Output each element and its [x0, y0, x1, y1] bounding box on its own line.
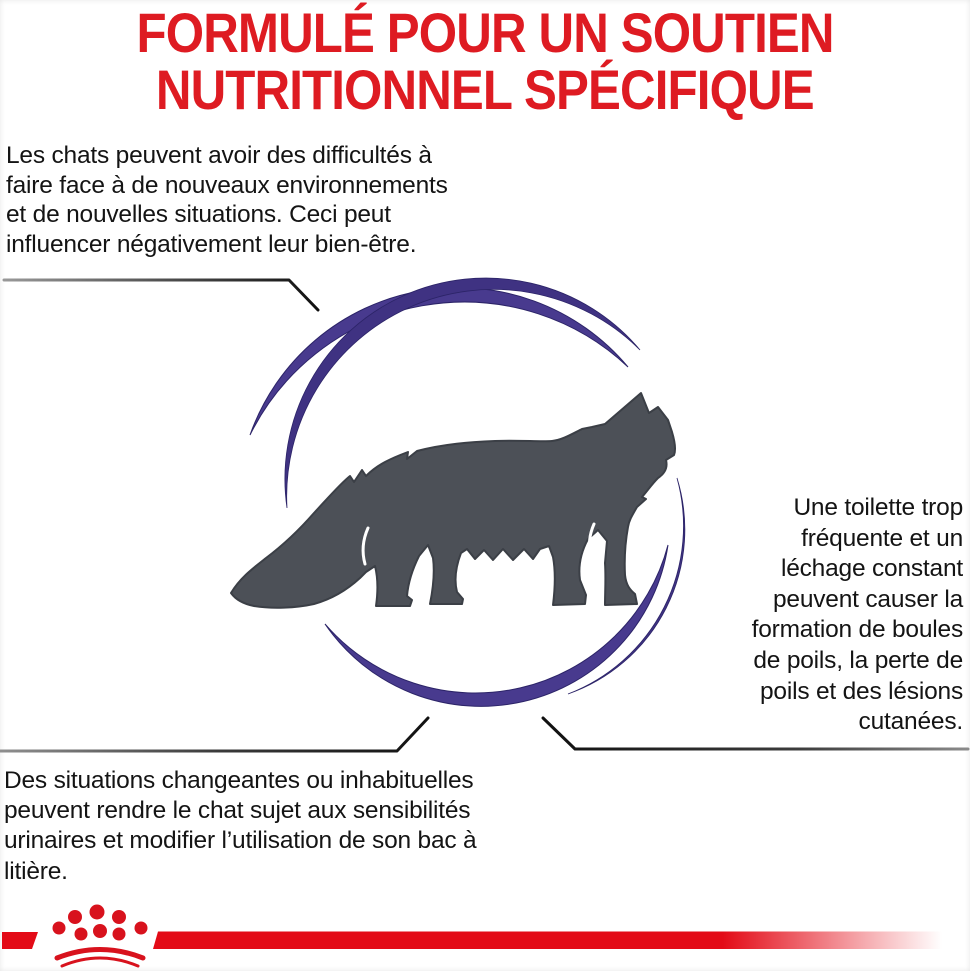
text-line: formation de boules [751, 616, 963, 644]
text-line: et de nouvelles situations. Ceci peut [6, 201, 391, 229]
page-title [0, 1, 970, 121]
text-line: peuvent rendre le chat sujet aux sensibilités [4, 797, 471, 825]
text-line: de poils, la perte de [753, 646, 963, 674]
crown-dot [113, 928, 126, 941]
text-line: cutanées. [858, 708, 963, 736]
text-line: urinaires et modifier l’utilisation de son bac à [4, 827, 477, 855]
text-line: Des situations changeantes ou inhabituelles [4, 767, 474, 794]
text-line: litière. [4, 857, 68, 885]
callout-line-bottom-left [0, 718, 428, 751]
royal-canin-crown-logo [53, 905, 148, 967]
paragraph-urinary [4, 766, 476, 887]
crown-dot [112, 910, 126, 924]
title-line-1: FORMULÉ POUR UN SOUTIEN [136, 1, 834, 64]
text-line: poils et des lésions [759, 677, 963, 705]
crown-base-arc-thin [62, 958, 138, 966]
text-line: Les chats peuvent avoir des difficultés à [6, 142, 432, 169]
arc-top-thick [250, 288, 628, 435]
red-bar-left-stub [2, 932, 38, 949]
text-line: peuvent causer la [772, 585, 963, 613]
paragraph-new-environments [6, 141, 448, 259]
text-line: Une toilette trop [793, 494, 963, 521]
title-line-2: NUTRITIONNEL SPÉCIFIQUE [156, 58, 814, 121]
callout-line-top-left [4, 280, 318, 310]
crown-dot [68, 910, 82, 924]
text-line: faire face à de nouveaux environnements [6, 171, 448, 199]
text-line: fréquente et un [801, 524, 963, 552]
text-line: léchage constant [780, 555, 963, 583]
crown-dot [90, 905, 105, 920]
crown-dot [75, 928, 88, 941]
crown-dot [135, 922, 148, 935]
paragraph-grooming [752, 493, 963, 738]
text-line: influencer négativement leur bien-être. [6, 230, 417, 258]
red-bar-main [153, 932, 942, 950]
crown-dot [93, 924, 107, 938]
crown-dot [53, 922, 66, 935]
